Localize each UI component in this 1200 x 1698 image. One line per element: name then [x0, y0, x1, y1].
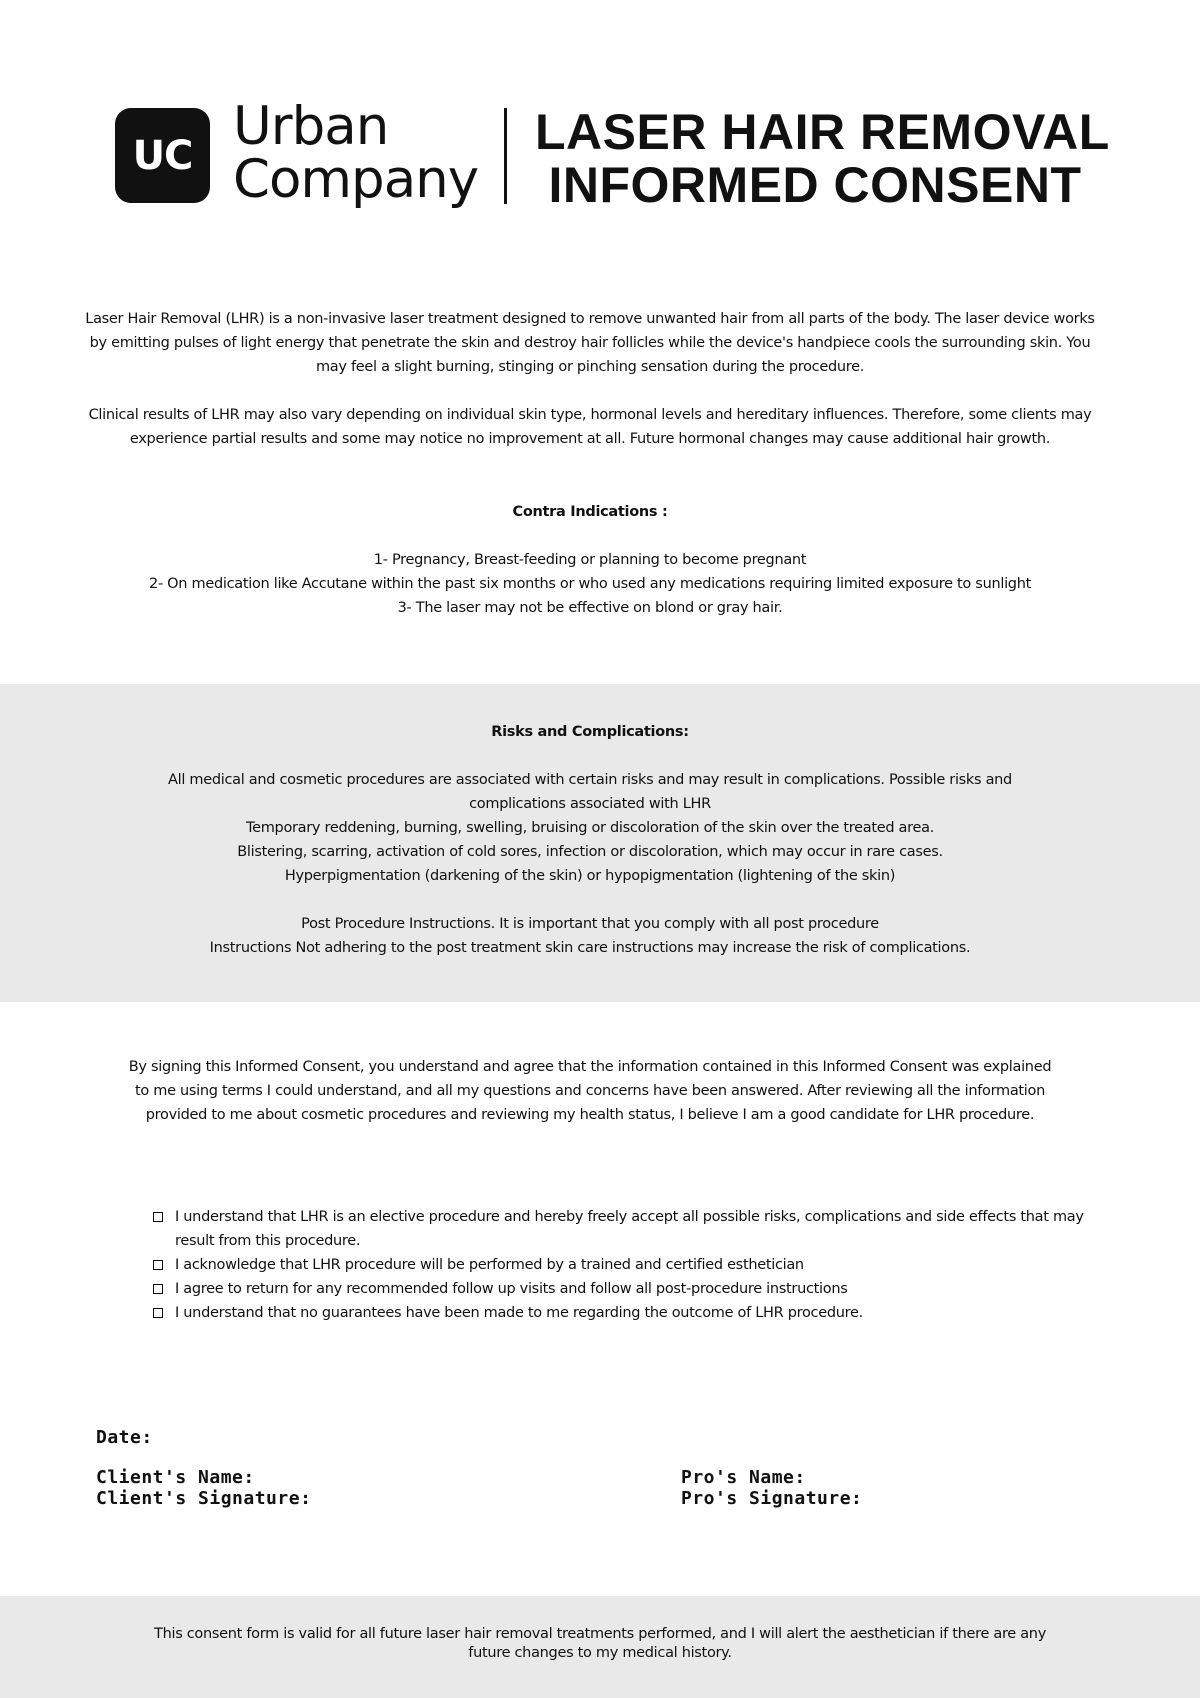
- consent-paragraph: By signing this Informed Consent, you understand and agree that the information contained in this Informed Consent was explained to me using terms I could understand, and all my questions and concerns have been answered. After reviewing all the information provided to me about cosmetic procedures and reviewing my health status, I believe I am a good candidate for LHR procedure.: [128, 1059, 1052, 1123]
- contra-indications-heading: Contra Indications :: [512, 504, 668, 520]
- header: [115, 96, 1110, 214]
- urban-company-logo-mark: UC: [115, 108, 210, 203]
- footer: [0, 1596, 1200, 1698]
- client-signature-label: Client's Signature:: [96, 1488, 312, 1509]
- title-line-2: INFORMED CONSENT: [548, 157, 1082, 213]
- contra-item: 3- The laser may not be effective on blond or gray hair.: [397, 600, 783, 616]
- logo-line-1: Urban: [233, 96, 389, 157]
- checklist-item-label: I acknowledge that LHR procedure will be performed by a trained and certified esthetician: [175, 1257, 804, 1273]
- pro-signature-label: Pro's Signature:: [681, 1488, 863, 1509]
- checklist-item: [150, 1253, 1090, 1277]
- contra-item: 1- Pregnancy, Breast-feeding or planning to become pregnant: [373, 552, 807, 568]
- checkbox[interactable]: [153, 1212, 163, 1222]
- contra-indications-list: [60, 548, 1120, 620]
- post-line-2: Instructions Not adhering to the post treatment skin care instructions may increase the risk of complications.: [209, 940, 971, 956]
- date-label: Date:: [96, 1427, 153, 1448]
- footer-text: This consent form is valid for all future laser hair removal treatments performed, and I will alert the aesthetician if there are any future changes to my medical history.: [154, 1626, 1046, 1661]
- checklist-item-label: I understand that no guarantees have been made to me regarding the outcome of LHR procedure.: [175, 1305, 863, 1321]
- title-line-1: LASER HAIR REMOVAL: [535, 104, 1110, 160]
- risks-line: Blistering, scarring, activation of cold sores, infection or discoloration, which may occur in rare cases.: [237, 844, 943, 860]
- risks-line: All medical and cosmetic procedures are associated with certain risks and may result in complications. Possible risks and complications associated with LHR: [168, 772, 1012, 812]
- post-line-1: Post Procedure Instructions. It is important that you comply with all post procedure: [301, 916, 879, 932]
- page-title: [535, 104, 1110, 213]
- checklist-item-label: I understand that LHR is an elective procedure and hereby freely accept all possible risks, complications and side effects that may result from this procedure.: [175, 1209, 1084, 1249]
- contra-item: 2- On medication like Accutane within the past six months or who used any medications requiring limited exposure to sunlight: [149, 576, 1031, 592]
- logo-line-2: Company: [233, 149, 479, 210]
- intro-paragraph-2: Clinical results of LHR may also vary depending on individual skin type, hormonal levels and hereditary influences. Therefore, some clients may experience partial results and some may notice no improvement at all. Future hormonal changes may cause additional hair growth.: [88, 407, 1092, 447]
- risks-line: Hyperpigmentation (darkening of the skin) or hypopigmentation (lightening of the skin): [284, 868, 896, 884]
- checklist-item: [150, 1277, 1090, 1301]
- checklist-item: [150, 1205, 1090, 1253]
- risks-section: [0, 684, 1200, 1002]
- pro-name-label: Pro's Name:: [681, 1467, 806, 1488]
- consent-checklist: [150, 1205, 1090, 1325]
- checkbox[interactable]: [153, 1308, 163, 1318]
- checkbox[interactable]: [153, 1284, 163, 1294]
- checklist-item-label: I agree to return for any recommended follow up visits and follow all post-procedure instructions: [175, 1281, 848, 1297]
- header-divider: [504, 108, 507, 204]
- risks-heading: Risks and Complications:: [491, 724, 689, 740]
- checkbox[interactable]: [153, 1260, 163, 1270]
- client-name-label: Client's Name:: [96, 1467, 255, 1488]
- risks-list: [120, 768, 1060, 888]
- urban-company-wordmark: [233, 96, 479, 210]
- risks-line: Temporary reddening, burning, swelling, bruising or discoloration of the skin over the treated area.: [246, 820, 934, 836]
- post-procedure-instructions: [85, 912, 1095, 960]
- checklist-item: [150, 1301, 1090, 1325]
- intro-paragraph-1: Laser Hair Removal (LHR) is a non-invasive laser treatment designed to remove unwanted hair from all parts of the body. The laser device works by emitting pulses of light energy that penetrate the skin and destroy hair follicles while the device's handpiece cools the surrounding skin. You may feel a slight burning, stinging or pinching sensation during the procedure.: [85, 311, 1095, 375]
